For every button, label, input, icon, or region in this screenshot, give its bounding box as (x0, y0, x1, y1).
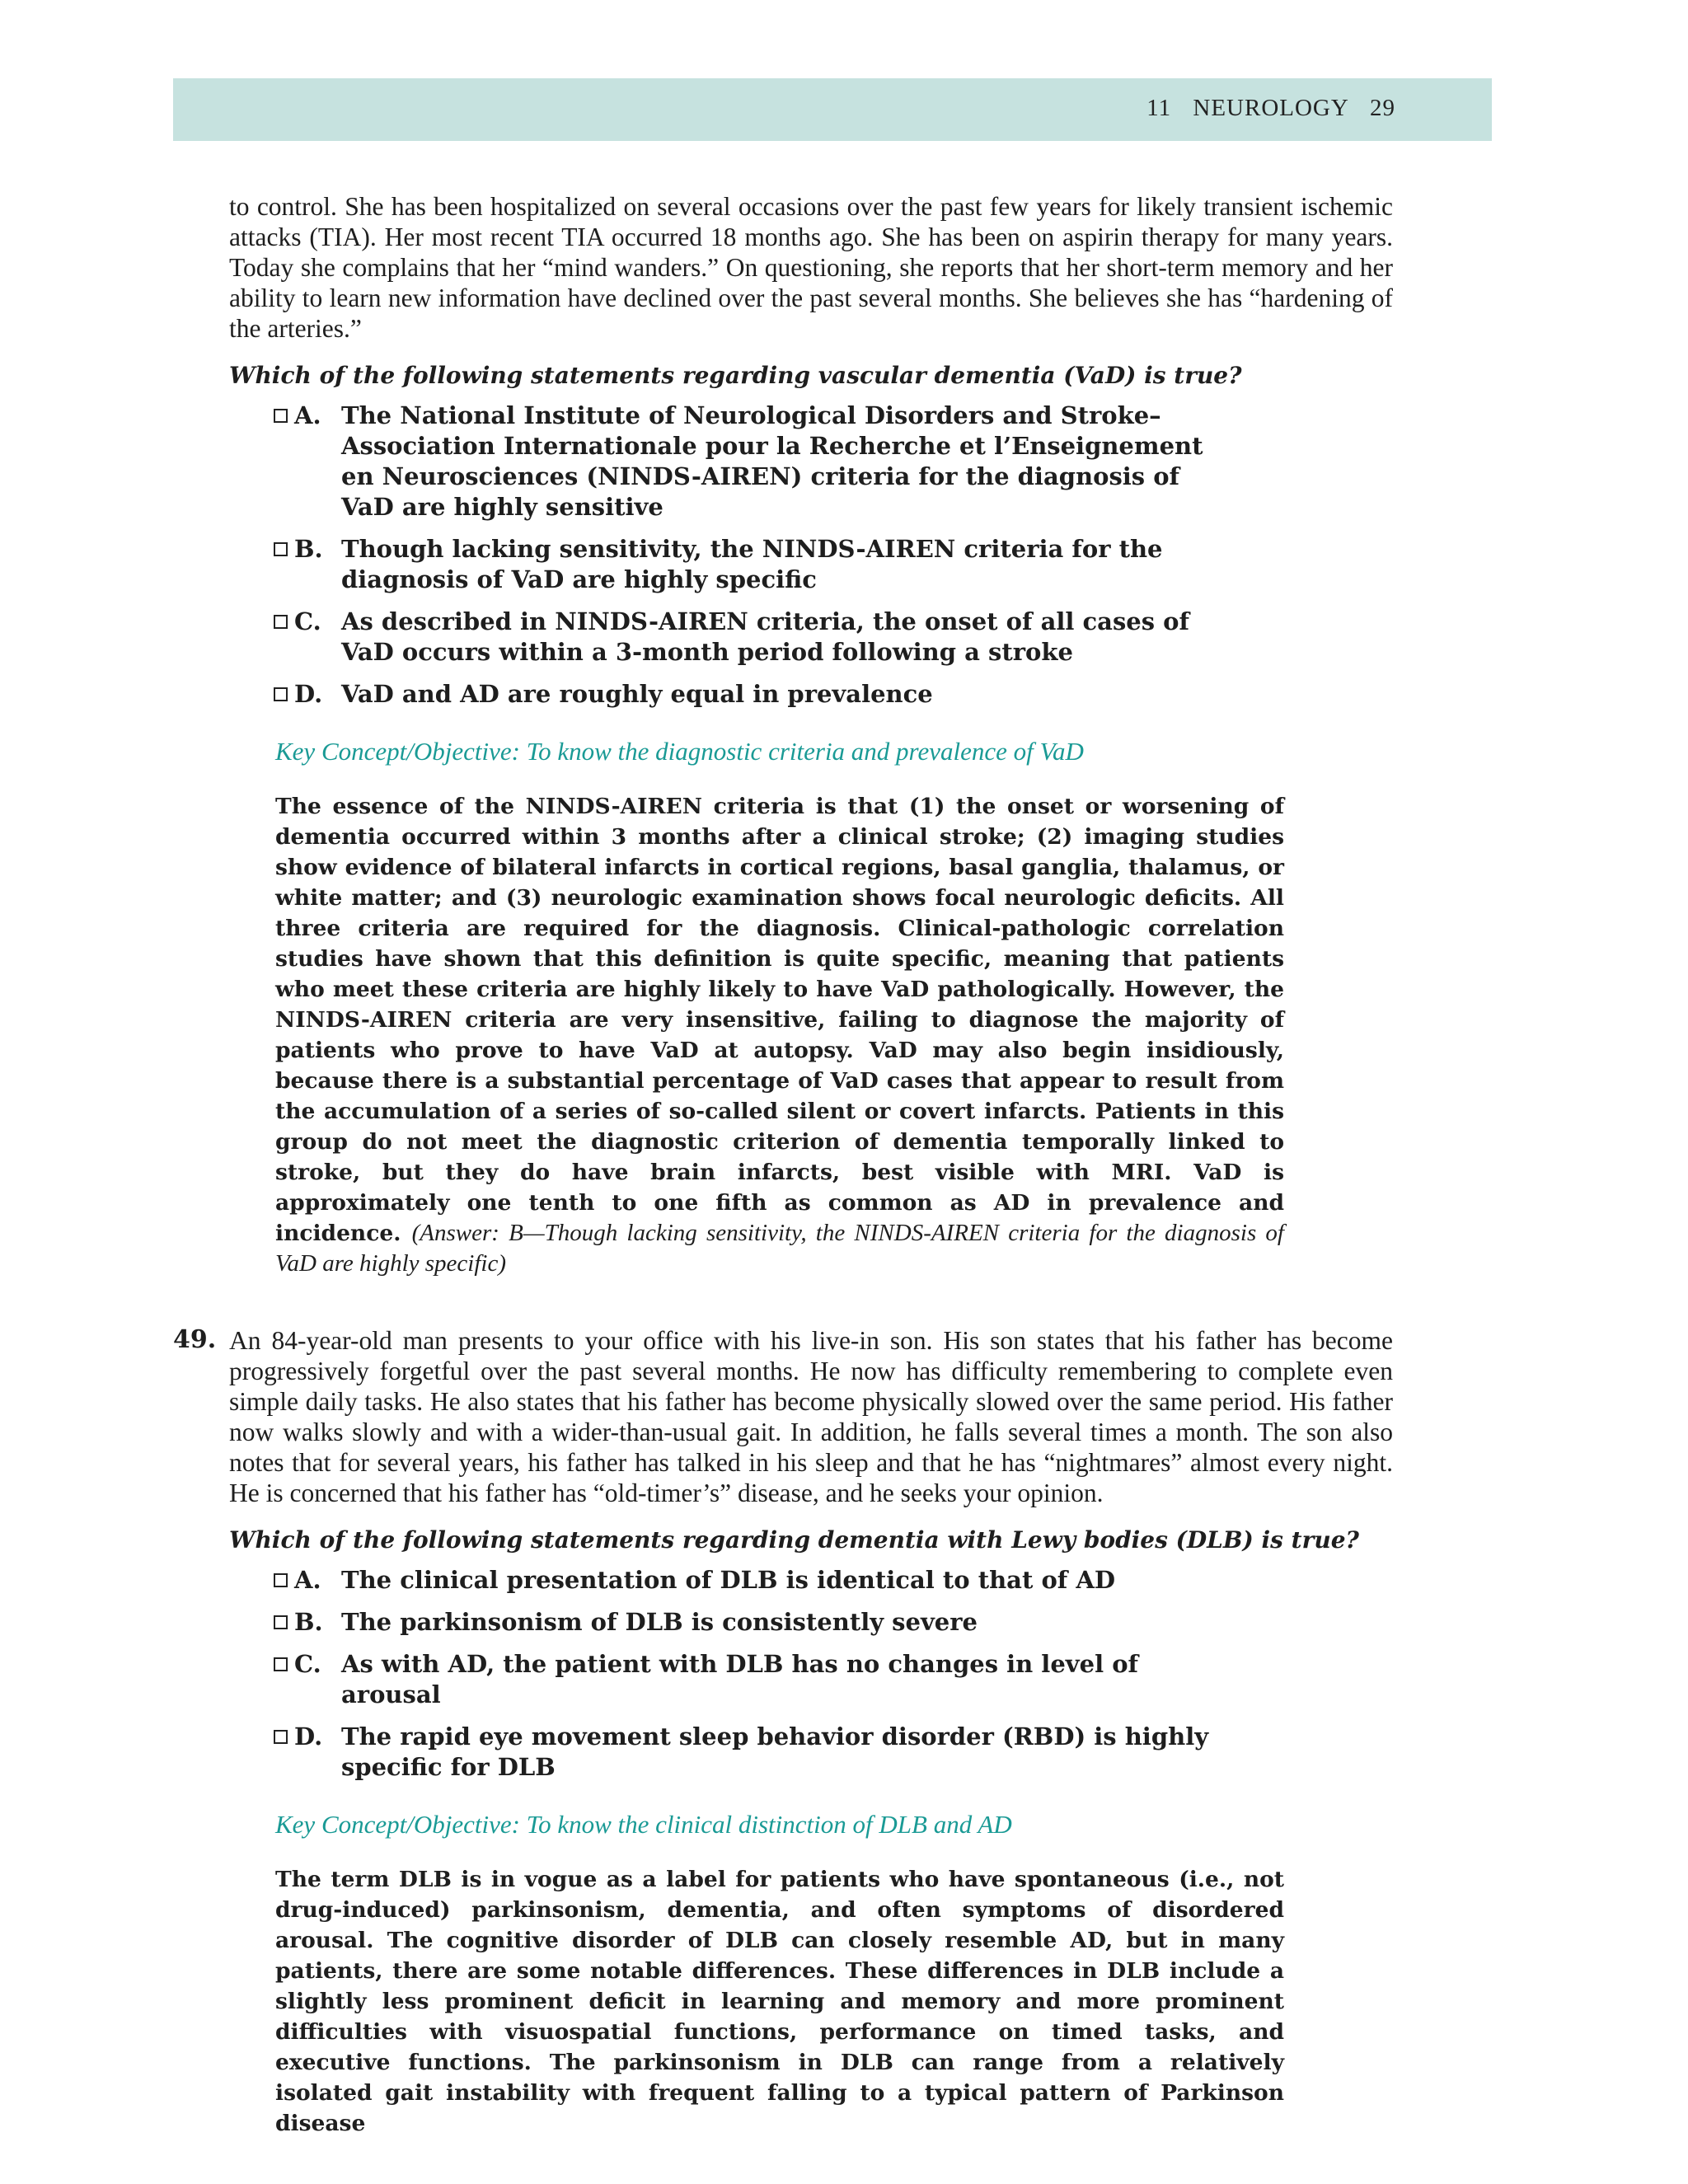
option-text: The rapid eye movement sleep behavior disorder (RBD) is highly specific for DLB (341, 1722, 1209, 1781)
option-letter: B. (294, 535, 323, 563)
option-letter: A. (294, 401, 321, 429)
q49-question: Which of the following statements regarding dementia with Lewy bodies (DLB) is true? (229, 1526, 1359, 1554)
q48-key-concept: Key Concept/Objective: To know the diagnostic criteria and prevalence of VaD (275, 737, 1084, 766)
option-text: As with AD, the patient with DLB has no changes in level of arousal (341, 1650, 1139, 1708)
q49-option-a[interactable] (274, 1565, 1230, 1596)
option-letter: C. (294, 607, 321, 635)
option-text: Though lacking sensitivity, the NINDS-AIREN criteria for the diagnosis of VaD are highly specific (341, 535, 1163, 593)
option-text: The parkinsonism of DLB is consistently severe (341, 1608, 978, 1636)
q48-options (274, 401, 1230, 710)
q49-option-c[interactable] (274, 1649, 1230, 1710)
option-letter: D. (294, 680, 323, 708)
option-letter: A. (294, 1566, 321, 1594)
option-letter: B. (294, 1608, 323, 1636)
chapter-number: 11 (1146, 95, 1172, 121)
checkbox-icon[interactable] (274, 1615, 288, 1629)
option-text: As described in NINDS-AIREN criteria, the onset of all cases of VaD occurs within a 3-month period following a stroke (341, 607, 1189, 666)
running-header (173, 78, 1492, 141)
q48-option-d[interactable] (274, 679, 1230, 710)
option-text: The clinical presentation of DLB is identical to that of AD (341, 1566, 1116, 1594)
chapter-title: NEUROLOGY (1193, 95, 1348, 121)
q49-options (274, 1565, 1230, 1783)
q48-option-a[interactable] (274, 401, 1230, 523)
option-text: VaD and AD are roughly equal in prevalence (341, 680, 933, 708)
q49-stem: An 84-year-old man presents to your office with his live-in son. His son states that his father has become progressively forgetful over the past several months. He now has difficulty remembering to complete even simple daily tasks. He also states that his father has become physically slowed over the same period. His father now walks slowly and with a wider-than-usual gait. In addition, he falls several times a month. The son also notes that for several years, his father has talked in his sleep and that he has “nightmares” almost every night. He is concerned that his father has “old-timer’s” disease, and he seeks your opinion. (229, 1326, 1393, 1507)
explanation-text: The essence of the NINDS-AIREN criteria is that (1) the onset or worsening of dementia occurred within 3 months after a clinical stroke; (2) imaging studies show evidence of bilateral infarcts in cortical regions, basal ganglia, thalamus, or white matter; and (3) neurologic examination shows focal neurologic deficits. All three criteria are required for the diagnosis. Clinical-pathologic correlation studies have shown that this definition is quite specific, meaning that patients who meet these criteria are highly likely to have VaD pathologically. However, the NINDS-AIREN criteria are very insensitive, failing to diagnose the majority of patients who prove to have VaD at autopsy. VaD may also begin insidiously, because there is a substantial percentage of VaD cases that appear to result from the accumulation of a series of so-called silent or covert infarcts. Patients in this group do not meet the diagnostic criterion of dementia temporally linked to stroke, but they do have brain infarcts, best visible with MRI. VaD is approximately one tenth to one fifth as common as AD in prevalence and incidence. (275, 794, 1284, 1246)
checkbox-icon[interactable] (274, 1730, 288, 1744)
checkbox-icon[interactable] (274, 542, 288, 556)
q48-stem: to control. She has been hospitalized on several occasions over the past few years for likely transient ischemic attacks (TIA). Her most recent TIA occurred 18 months ago. She has been on aspirin therapy for many years. Today she complains that her “mind wanders.” On questioning, she reports that her short-term memory and her ability to learn new information have declined over the past several months. She believes she has “hardening of the arteries.” (229, 192, 1393, 343)
checkbox-icon[interactable] (274, 1657, 288, 1671)
q48-question: Which of the following statements regarding vascular dementia (VaD) is true? (229, 362, 1242, 389)
checkbox-icon[interactable] (274, 409, 288, 423)
q48-explanation (275, 791, 1284, 1279)
answer-text: (Answer: B—Though lacking sensitivity, the NINDS-AIREN criteria for the diagnosis of VaD are highly specific) (275, 1220, 1284, 1277)
page-content (173, 191, 1393, 2139)
q49-answer-block (275, 1809, 1284, 2139)
option-text: The National Institute of Neurological Disorders and Stroke–Association Internationale pour la Recherche et l’Enseignement en Neurosciences (NINDS-AIREN) criteria for the diagnosis of VaD are highly sensitive (341, 401, 1203, 521)
page-number: 29 (1370, 95, 1395, 121)
checkbox-icon[interactable] (274, 615, 288, 629)
q49-option-b[interactable] (274, 1607, 1230, 1638)
question-49 (173, 1325, 1393, 2139)
q48-option-b[interactable] (274, 534, 1230, 595)
checkbox-icon[interactable] (274, 1573, 288, 1587)
q48-option-c[interactable] (274, 607, 1230, 668)
q49-key-concept: Key Concept/Objective: To know the clinical distinction of DLB and AD (275, 1810, 1012, 1839)
q49-explanation: The term DLB is in vogue as a label for patients who have spontaneous (i.e., not drug-induced) parkinsonism, dementia, and often symptoms of disordered arousal. The cognitive disorder of DLB can closely resemble AD, but in many patients, there are some notable differences. These differences in DLB include a slightly less prominent deficit in learning and memory and more prominent difficulties with visuospatial functions, performance on timed tasks, and executive functions. The parkinsonism in DLB can range from a relatively isolated gait instability with frequent falling to a typical pattern of Parkinson disease (275, 1867, 1284, 2136)
option-letter: D. (294, 1722, 323, 1750)
header-text (1132, 95, 1395, 122)
option-letter: C. (294, 1650, 321, 1678)
checkbox-icon[interactable] (274, 687, 288, 701)
q49-option-d[interactable] (274, 1722, 1230, 1783)
question-number: 49. (173, 1325, 217, 1354)
q48-answer-block (275, 736, 1284, 1279)
